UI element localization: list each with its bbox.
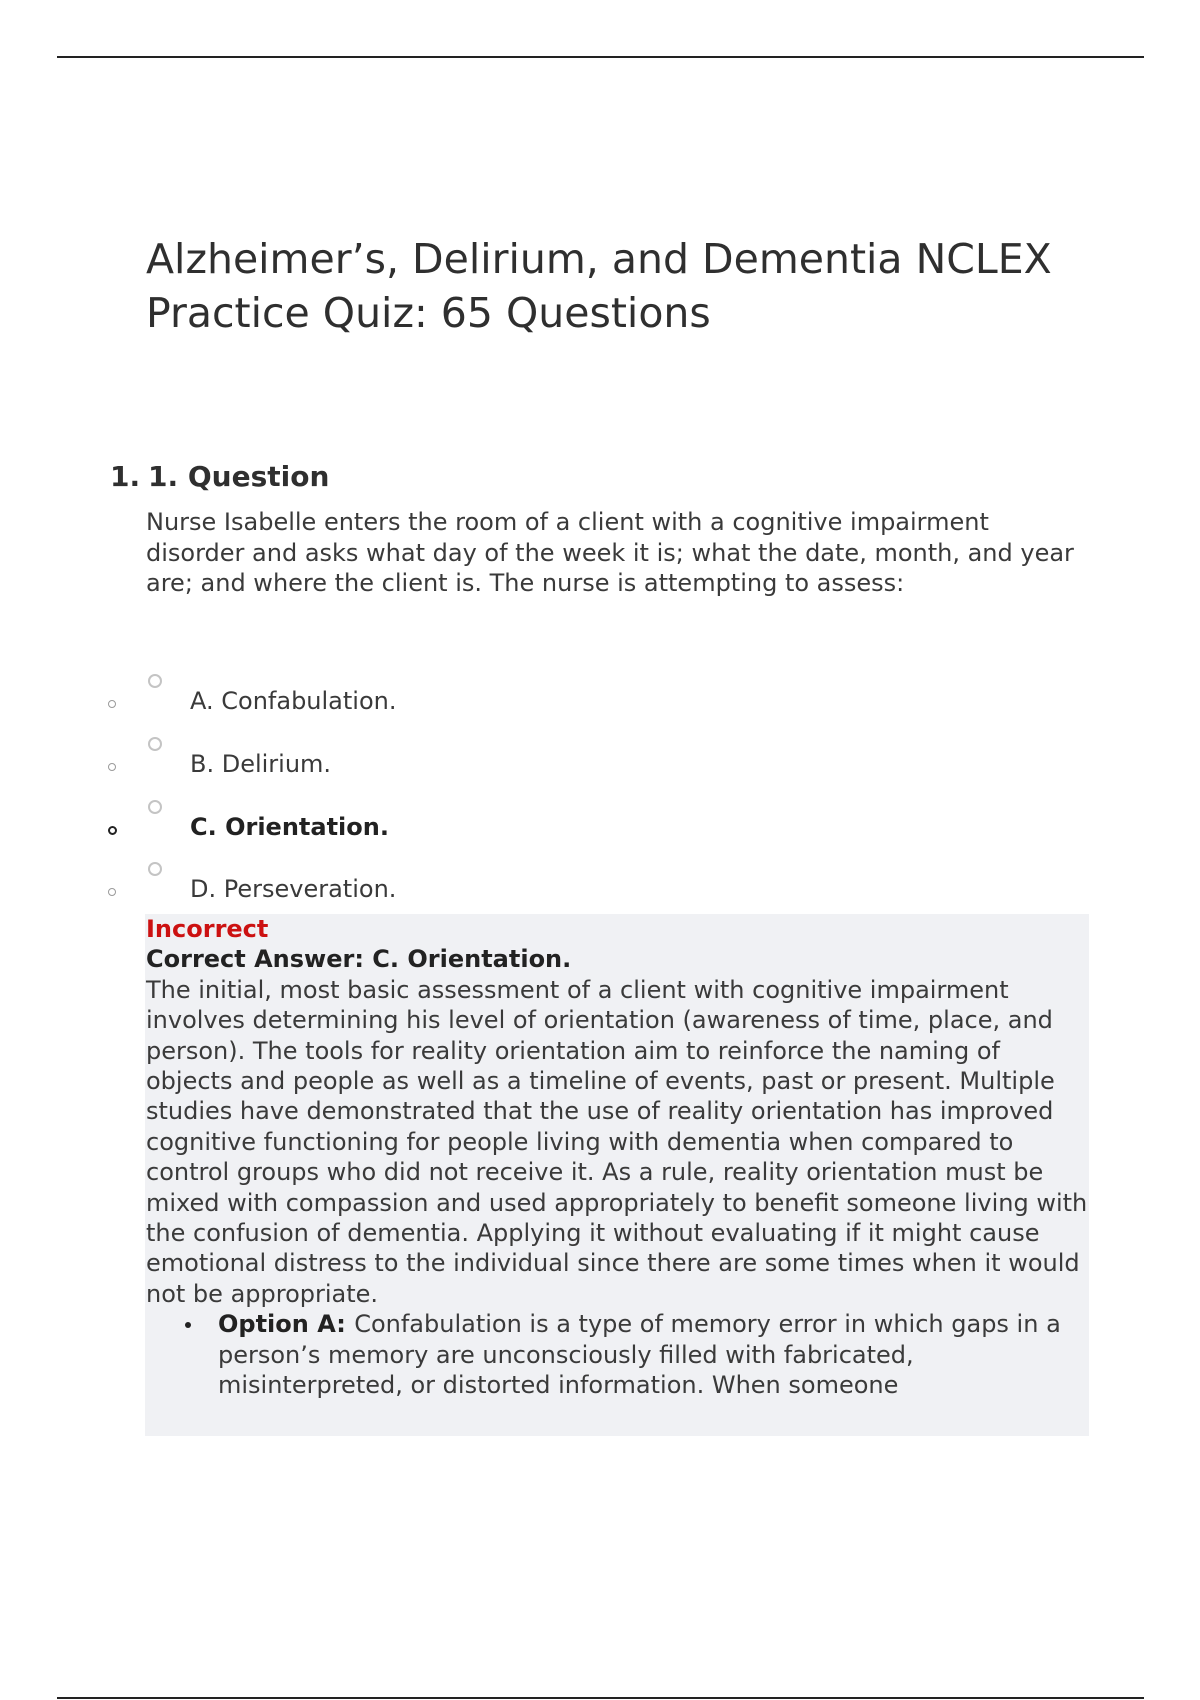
question-heading-text: 1. Question [148,460,330,493]
top-rule [57,56,1144,58]
option-b-label[interactable]: B. Delirium. [190,750,332,778]
answer-explanation: The initial, most basic assessment of a client with cognitive impairment involves determining his level of orientation (awareness of time, place, and person). The tools for reality orientation aim to reinforce the naming of objects and people as well as a timeline of events, past or present. Multiple studies have demonstrated that the use of reality orientation has improved cognitive functioning for people living with dementia when compared to control groups who did not receive it. As a rule, reality orientation must be mixed with compassion and used appropriately to benefit someone living with the confusion of dementia. Applying it without evaluating if it might cause emotional distress to the individual since there are some times when it would not be appropriate. [146,975,1088,1308]
option-d[interactable] [108,862,808,902]
radio-button-icon[interactable] [148,862,162,876]
bullet-icon [185,1322,191,1328]
rationale-text: Confabulation is a type of memory error in which gaps in a person’s memory are unconsciously filled with fabricated, misinterpreted, or distorted information. When someone [218,1310,1061,1400]
option-b[interactable] [108,737,808,777]
option-bullet-icon [108,888,116,896]
option-bullet-icon [108,763,116,771]
answer-status: Incorrect [146,915,269,943]
rationale-item [146,1309,1090,1400]
radio-button-icon[interactable] [148,674,162,688]
radio-button-icon[interactable] [148,800,162,814]
option-c[interactable] [108,800,808,840]
answer-feedback-content [146,914,1090,1401]
option-bullet-icon [108,826,117,835]
answer-feedback-panel [145,914,1089,1436]
bottom-rule [57,1697,1144,1699]
rationale-list [146,1309,1090,1400]
radio-button-icon[interactable] [148,737,162,751]
page-title: Alzheimer’s, Delirium, and Dementia NCLEX Practice Quiz: 65 Questions [146,235,1052,337]
option-c-label[interactable]: C. Orientation. [190,813,389,841]
option-a[interactable] [108,674,808,714]
question-heading [110,458,329,496]
option-a-label[interactable]: A. Confabulation. [190,687,397,715]
correct-answer: Correct Answer: C. Orientation. [146,945,572,974]
rationale-option-name: Option A: [218,1310,355,1339]
question-text: Nurse Isabelle enters the room of a client with a cognitive impairment disorder and asks what day of the week it is; what the date, month, and year are; and where the client is. The nurse is attempting to assess: [146,508,1074,597]
option-bullet-icon [108,700,116,708]
option-d-label[interactable]: D. Perseveration. [190,875,397,903]
question-number: 1. [110,460,141,493]
